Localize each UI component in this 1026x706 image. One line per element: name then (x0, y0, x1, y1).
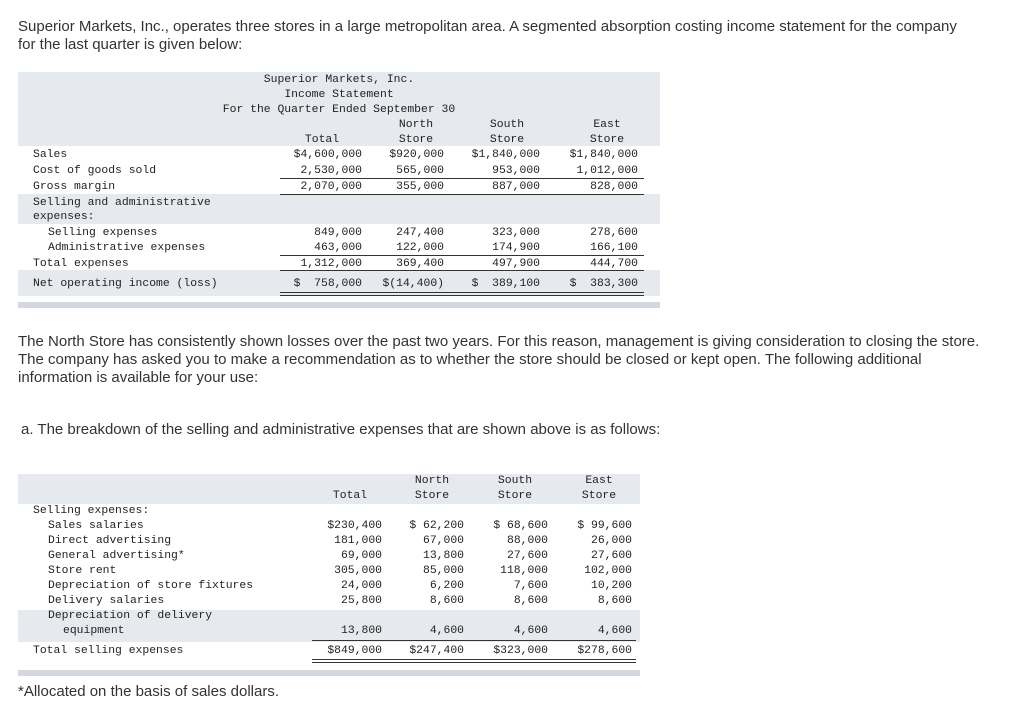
statement-rule (280, 295, 644, 296)
breakdown-col-south-1: South (497, 475, 533, 487)
breakdown-row-label: Total selling expenses (33, 645, 184, 657)
statement-row-label: Administrative expenses (48, 242, 206, 254)
breakdown-rule (312, 659, 636, 660)
statement-cell: $1,840,000 (471, 149, 540, 161)
statement-col-east-1: East (593, 119, 621, 131)
statement-band-values (280, 194, 660, 224)
statement-cell: 887,000 (492, 181, 540, 193)
statement-cell: 2,530,000 (300, 165, 362, 177)
breakdown-row-label: Store rent (48, 565, 117, 577)
store-closure-paragraph: The North Store has consistently shown losses over the past two years. For this reason, management is giving consideration to closing the store. The company has asked you to make a recommendation as to whether the store should be closed or kept open. The following additional information is available for your use: (18, 333, 980, 386)
statement-cell: 247,400 (396, 227, 444, 239)
statement-cell: 355,000 (396, 181, 444, 193)
statement-col-total: Total (304, 134, 340, 146)
statement-cell: 953,000 (492, 165, 540, 177)
breakdown-cell: 27,600 (506, 550, 548, 562)
breakdown-cell: $247,400 (409, 645, 464, 657)
statement-row-label: expenses: (33, 211, 95, 223)
breakdown-cell: 13,800 (340, 625, 382, 637)
breakdown-cell: 67,000 (422, 535, 464, 547)
item-a-text: a. The breakdown of the selling and administrative expenses that are shown above is as follows: (21, 421, 661, 438)
breakdown-cell: 4,600 (513, 625, 548, 637)
breakdown-row-label: Depreciation of delivery (48, 610, 213, 622)
breakdown-cell: 24,000 (340, 580, 382, 592)
breakdown-cell: 88,000 (506, 535, 548, 547)
statement-cell: 1,012,000 (576, 165, 638, 177)
statement-cell: $ 758,000 (293, 278, 362, 290)
statement-cell: $920,000 (389, 149, 444, 161)
breakdown-cell: 26,000 (590, 535, 632, 547)
statement-cell: 463,000 (314, 242, 362, 254)
statement-row-label: Total expenses (33, 258, 129, 270)
statement-rule (280, 194, 644, 195)
breakdown-row-label: Sales salaries (48, 520, 144, 532)
breakdown-cell: 4,600 (597, 625, 632, 637)
breakdown-cell: 85,000 (422, 565, 464, 577)
statement-col-north-2: Store (398, 134, 434, 146)
statement-cell: 497,900 (492, 258, 540, 270)
statement-rule (280, 270, 644, 271)
breakdown-row-label: Depreciation of store fixtures (48, 580, 254, 592)
statement-cell: 849,000 (314, 227, 362, 239)
statement-cell: $(14,400) (382, 278, 444, 290)
breakdown-cell: 8,600 (513, 595, 548, 607)
statement-row-label: Net operating income (loss) (33, 278, 218, 290)
breakdown-row-label: General advertising* (48, 550, 185, 562)
breakdown-col-east-1: East (585, 475, 613, 487)
breakdown-col-total: Total (332, 490, 368, 502)
statement-cell: 122,000 (396, 242, 444, 254)
statement-row-label: Cost of goods sold (33, 165, 157, 177)
breakdown-cell: 10,200 (590, 580, 632, 592)
statement-cell: 278,600 (590, 227, 638, 239)
statement-col-north-1: North (398, 119, 434, 131)
statement-cell: 369,400 (396, 258, 444, 270)
statement-row-label: Selling and administrative (33, 197, 211, 209)
breakdown-cell: $ 68,600 (493, 520, 548, 532)
breakdown-cell: 305,000 (334, 565, 382, 577)
breakdown-cell: 118,000 (500, 565, 548, 577)
breakdown-cell: 69,000 (340, 550, 382, 562)
statement-cell: 1,312,000 (300, 258, 362, 270)
statement-rule (280, 292, 644, 293)
breakdown-col-north-1: North (414, 475, 450, 487)
statement-cell: $4,600,000 (293, 149, 362, 161)
statement-cell: 323,000 (492, 227, 540, 239)
statement-cell: 828,000 (590, 181, 638, 193)
breakdown-cell: 6,200 (429, 580, 464, 592)
breakdown-cell: $849,000 (327, 645, 382, 657)
footnote: *Allocated on the basis of sales dollars. (18, 683, 279, 700)
breakdown-row-label: equipment (63, 625, 125, 637)
statement-bottom-bar (18, 302, 660, 308)
breakdown-cell: $278,600 (577, 645, 632, 657)
breakdown-cell: $230,400 (327, 520, 382, 532)
statement-cell: 2,070,000 (300, 181, 362, 193)
statement-cell: $ 389,100 (471, 278, 540, 290)
breakdown-cell: 7,600 (513, 580, 548, 592)
statement-cell: 166,100 (590, 242, 638, 254)
statement-period: For the Quarter Ended September 30 (222, 104, 456, 116)
breakdown-rule (312, 640, 636, 641)
statement-cell: 565,000 (396, 165, 444, 177)
breakdown-row-label: Selling expenses: (33, 505, 150, 517)
statement-cell: $1,840,000 (569, 149, 638, 161)
statement-rule (280, 255, 644, 256)
statement-col-south-1: South (489, 119, 525, 131)
statement-col-east-2: Store (589, 134, 625, 146)
statement-row-label: Gross margin (33, 181, 116, 193)
statement-cell: $ 383,300 (569, 278, 638, 290)
breakdown-row-label: Delivery salaries (48, 595, 165, 607)
breakdown-col-north-2: Store (414, 490, 450, 502)
statement-cell: 174,900 (492, 242, 540, 254)
breakdown-cell: 13,800 (422, 550, 464, 562)
breakdown-rule (312, 662, 636, 663)
statement-cell: 444,700 (590, 258, 638, 270)
breakdown-col-east-2: Store (581, 490, 617, 502)
statement-col-south-2: Store (489, 134, 525, 146)
breakdown-bottom-bar (18, 670, 640, 676)
statement-row-label: Selling expenses (48, 227, 158, 239)
breakdown-cell: 8,600 (597, 595, 632, 607)
statement-rule (280, 178, 644, 179)
breakdown-col-south-2: Store (497, 490, 533, 502)
breakdown-cell: 27,600 (590, 550, 632, 562)
breakdown-cell: $ 99,600 (577, 520, 632, 532)
breakdown-cell: 181,000 (334, 535, 382, 547)
breakdown-cell: $323,000 (493, 645, 548, 657)
breakdown-row-label: Direct advertising (48, 535, 172, 547)
statement-title: Income Statement (284, 89, 394, 101)
intro-paragraph: Superior Markets, Inc., operates three stores in a large metropolitan area. A segmented absorption costing income statement for the company for the last quarter is given below: (18, 18, 957, 53)
statement-row-label: Sales (33, 149, 68, 161)
breakdown-cell: $ 62,200 (409, 520, 464, 532)
breakdown-cell: 102,000 (584, 565, 632, 577)
breakdown-cell: 25,800 (340, 595, 382, 607)
breakdown-cell: 4,600 (429, 625, 464, 637)
breakdown-cell: 8,600 (429, 595, 464, 607)
statement-company-name: Superior Markets, Inc. (263, 74, 415, 86)
